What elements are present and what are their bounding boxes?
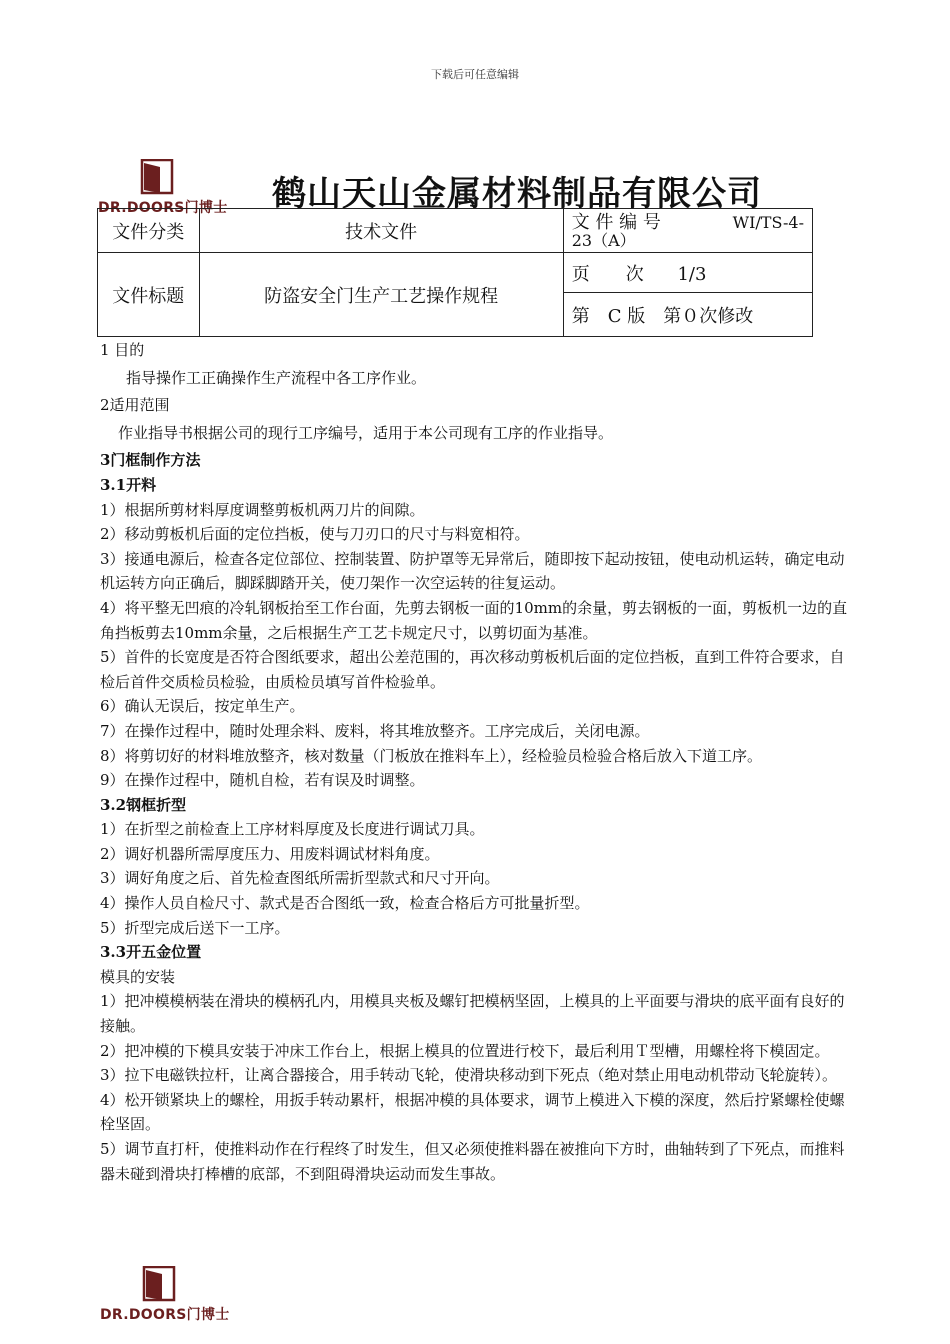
logo-brand-en: DR.DOORS [98,200,185,216]
die-step: 5）调节直打杆，使推料动作在行程终了时发生，但又必须使推料器在被推向下方时，曲轴转到了下死点，而推料器未碰到滑块打棒槽的底部，不到阻碍滑块运动而发生事故。 [100,1140,845,1183]
doc-number-value: WI/TS-4- [732,212,804,232]
footer-logo-brand-cn: 门博士 [186,1307,230,1323]
frame-heading: 3门框制作方法 [100,451,201,470]
company-name: 鹤山天山金属材料制品有限公司 [272,174,762,214]
cutting-heading: 3.1开料 [100,475,157,494]
cutting-step: 7）在操作过程中，随时处理余料、废料，将其堆放整齐。工序完成后，关闭电源。 [100,721,650,740]
door-logo-icon [140,159,174,195]
footer-logo-brand [100,1304,230,1324]
bending-step: 3）调好角度之后、首先检查图纸所需折型款式和尺寸开向。 [100,869,500,888]
page-label: 页 次 [571,263,644,285]
die-install-heading: 模具的安装 [100,967,176,986]
page-value: 1/3 [677,263,707,285]
category-label: 文件分类 [98,209,200,253]
bending-heading: 3.2钢框折型 [100,795,187,814]
purpose-heading: 1 目的 [100,341,145,359]
bending-step: 1）在折型之前检查上工序材料厚度及长度进行调试刀具。 [100,820,485,839]
die-step: 4）松开锁紧块上的螺栓，用扳手转动累杆，根据冲模的具体要求，调节上模进入下模的深度，然后拧紧螺栓使螺栓坚固。 [100,1090,845,1134]
cutting-step: 2）移动剪板机后面的定位挡板，使与刀刃口的尺寸与料宽相符。 [100,525,530,544]
title-value: 防盗安全门生产工艺操作规程 [199,253,563,337]
cutting-step: 5）首件的长宽度是否符合图纸要求，超出公差范围的，再次移动剪板机后面的定位挡板，直到工件符合要求，自检后首件交质检员检验，由质检员填写首件检验单。 [100,648,845,691]
cutting-step: 6）确认无误后，按定单生产。 [100,697,305,716]
category-value: 技术文件 [199,209,563,253]
cutting-step: 9）在操作过程中，随机自检，若有误及时调整。 [100,771,425,790]
doc-number-suffix: 23（A） [571,230,636,250]
cutting-step: 3）接通电源后，检查各定位部位、控制装置、防护罩等无异常后，随即按下起动按钮，使电动机运转，确定电动机运转方向正确后，脚踩脚踏开关，使刀架作一次空运转的往复运动。 [100,549,845,593]
die-step: 2）把冲模的下模具安装于冲床工作台上，根据上模具的位置进行校下，最后利用Ｔ型槽，用螺栓将下模固定。 [100,1041,830,1060]
page-cell [563,253,812,293]
top-note: 下载后可任意编辑 [431,68,519,81]
title-label: 文件标题 [98,253,200,337]
doc-number-cell [563,209,812,253]
scope-heading: 2适用范围 [100,396,170,415]
hardware-heading: 3.3开五金位置 [100,943,202,962]
bending-step: 4）操作人员自检尺寸、款式是否合图纸一致，检查合格后方可批量折型。 [100,894,590,913]
scope-text: 作业指导书根据公司的现行工序编号，适用于本公司现有工序的作业指导。 [118,423,614,442]
cutting-step: 8）将剪切好的材料堆放整齐，核对数量（门板放在推料车上），经检验员检验合格后放入下道工序。 [100,746,763,765]
logo-brand-cn: 门博士 [184,200,228,216]
bending-step: 5）折型完成后送下一工序。 [100,918,290,937]
document-header-table [97,208,813,337]
document-body [100,338,858,1186]
cutting-step: 4）将平整无凹痕的冷轧钢板抬至工作台面，先剪去钢板一面的10mm的余量，剪去钢板的一面，剪板机一边的直角挡板剪去10mm余量，之后根据生产工艺卡规定尺寸，以剪切面为基准。 [100,598,848,642]
footer-logo-brand-en: DR.DOORS [100,1307,187,1323]
purpose-text: 指导操作工正确操作生产流程中各工序作业。 [126,368,427,387]
revision-cell: 第 C 版 第０次修改 [563,293,812,337]
die-step: 3）拉下电磁铁拉杆，让离合器接合，用手转动飞轮，使滑块移动到下死点（绝对禁止用电动机带动飞轮旋转）。 [100,1066,838,1085]
doc-number-label: 文 件 编 号 [571,211,661,233]
cutting-step: 1）根据所剪材料厚度调整剪板机两刀片的间隙。 [100,500,425,519]
die-step: 1）把冲模模柄装在滑块的模柄孔内，用模具夹板及螺钉把模柄坚固，上模具的上平面要与滑块的底平面有良好的接触。 [100,992,845,1036]
bending-step: 2）调好机器所需厚度压力、用废料调试材料角度。 [100,844,440,863]
footer-logo [100,1266,230,1326]
door-logo-icon [142,1266,176,1302]
